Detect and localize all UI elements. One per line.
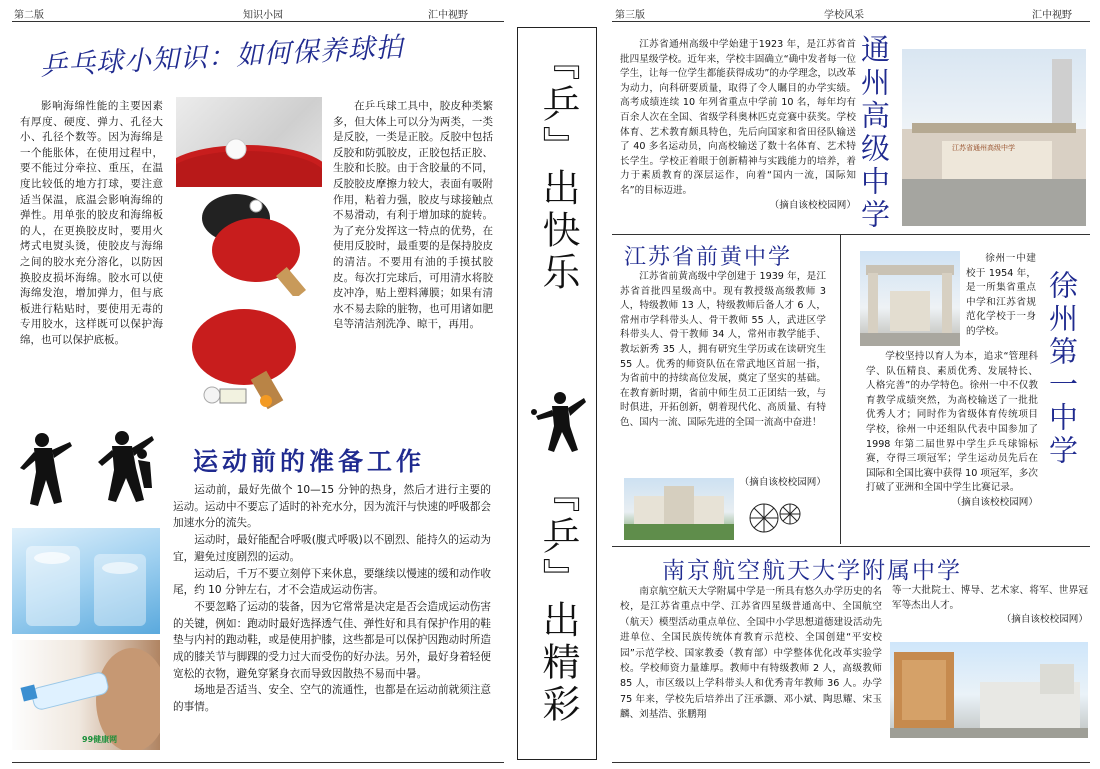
rule-middle-vertical — [840, 234, 841, 544]
banner-text-bottom: 『乒』出精彩 — [536, 474, 580, 726]
xuzhou-source: （摘自该校校园网） — [951, 496, 1038, 508]
qianhuang-title: 江苏省前黄中学 — [624, 245, 793, 270]
center-banner — [517, 27, 597, 760]
right-header-section: 学校风采 — [824, 10, 864, 21]
photo-drinking-water — [12, 640, 160, 750]
silhouette-players — [12, 428, 162, 512]
rule-xuzhou-bottom — [612, 546, 1090, 547]
tongzhou-text: 江苏省通州高级中学始建于1923 年，是江苏省首批四星级学校。近年来，学校丰固确立“确中发者每一位学生，让每一位学生都能获得成功”的办学理念，以改革为动力，向科研要质量，取得了令人瞩目的办学实绩。高考成绩连续 10 年列省重点中学前 10 名，每年均有百余人次在全国、省级学科奥林匹克竞赛中获奖。学校体育、艺术教育颇具特色，先后向国家和省田径队输送了 40 多名运动员，向高校输送了数十名体育、艺术特长学生。学校正着眼于创新精神与实践能力的培养，着力于素质教育的深层运作，向着“国内一流，国际知名”的目标迈进。 （摘自该校校园网） — [620, 38, 856, 213]
xuzhou-title: 徐州第一中学 — [1045, 270, 1079, 468]
banner-text-top: 『乒』出快乐 — [536, 42, 580, 294]
racket-ball-icon — [176, 97, 322, 187]
article2-title: 运动前的准备工作 — [193, 447, 426, 476]
photo-ball-racket — [176, 97, 322, 187]
tongzhou-source: （摘自该校校园网） — [769, 199, 856, 211]
qianhuang-text: 江苏省前黄高级中学创建于 1939 年，是江苏省首批四星级高中。现有教授级高级教师 3 人，特级教师 13 人，特级教师后备人才 6 人，常州市学科带头人、骨干教师 55 人，武进区学科带头人、骨干教师 34 人，常州市教学能手、教坛新秀 35 人，拥有研究生学历或在读研究生 55 人。优秀的师资队伍在常武地区首屈一指，为省前中的持续高位发展，奠定了坚实的基础。在教育新时期，省前中师生员工正团结一致，与时俱进，开拓创新，朝着现代化、高质量、有特色、国内一流、国际先进的全国一流高中奋进！ — [620, 271, 826, 428]
photo-two-rackets — [176, 188, 322, 296]
right-header-page: 第三版 — [615, 10, 645, 21]
nanhang-title: 南京航空航天大学附属中学 — [662, 558, 962, 584]
players-silhouette-icon — [12, 428, 162, 512]
rackets-icon — [176, 188, 322, 296]
nanhang-text2: 等一大批院士、博导、艺术家、将军、世界冠军等杰出人才。 （摘自该校校园网） — [892, 584, 1088, 628]
right-header-paper: 汇中视野 — [1032, 10, 1072, 21]
photo-water-glasses — [12, 528, 160, 634]
left-footer-rule — [12, 762, 504, 763]
banner-player-icon — [528, 390, 588, 460]
right-header-rule — [612, 21, 1090, 22]
nanhang-text: 南京航空航天大学附属中学是一所具有悠久办学历史的名校，是江苏省重点中学、江苏省四星级普通高中、全国航空（航天）模型活动重点单位、全国中小学思想道德建设活动先进单位、全国民族传统体育教育示范校、全国创建“平安校园”示范学校、国家教委（教育部）中学整体优化改革实验学校。学校师资力量雄厚。教师中有特级教师 2 人，高级教师 85 人，市区级以上学科带头人和优秀青年教师 36 人。办学 75 年来，学校先后培养出了汪承灏、邓小斌、陶思耀、宋玉麟、刘基浩、张鹏翔 — [620, 586, 882, 721]
left-header-rule — [12, 21, 504, 22]
school-gate-icon — [902, 49, 1086, 226]
tongzhou-sign: 江苏省通州高级中学 — [952, 144, 1015, 152]
article1-col1: 影响海绵性能的主要因素有厚度、硬度、弹力、孔径大小、孔径个数等。因为海绵是一个能胀体，在使用过程中，要不能过分牵拉、重压，在温度比较低的地方打球，要注意适当保温，底温会影响海绵的弹性。用单张的胶皮和海绵板的人，在更换胶皮时，要用火烤式电熨头烫，使胶皮与海绵之间的胶水充分溶化，以防因换胶皮损坏海绵。胶水可以使海绵发泡，增加弹力，但与底板进行粘贴时，要使用无毒的专用胶水，这样既可以保护海绵，也可以保护底板。 — [20, 100, 163, 346]
fireworks-icon — [744, 494, 808, 538]
photo-nanhang — [890, 642, 1088, 738]
xuzhou-text: 学校坚持以育人为本，追求“管理科学、队伍精良、素质优秀、发展特长、人格完善”的办学特色。徐州一中不仅教育教学成绩突然，为高校输送了一批批优秀人才；同时作为省级体育传统项目学校，徐州一中还组队代表中国参加了 1998 年第二届世界中学生乒乓球锦标赛，夺得三项冠军；学生运动员先后在国际和全国比赛中获得 10 项冠军，多次打破了亚洲和全国中学生比赛记录。 （摘自该校校园网） — [866, 350, 1038, 511]
article2-body: 运动前，最好先做个 10—15 分钟的热身，然后才进行主要的运动。运动中不要忘了适时的补充水分，因为流汗与快速的呼吸都会加速水分的流失。 运动时，最好能配合呼吸(腹式呼吸)以不剧烈、能持久的运动为宜，避免过度剧烈的运动。 运动后，千万不要立刻停下来休息，要继续以慢速的缓和动作收尾，约 10 分钟左右，才不会造成运动伤害。 不要忽略了运动的装备，因为它常常是决定是否会造成运动伤害的关键，例如：跑动时最好选择透气佳、弹性好和具有保护作用的鞋垫与内衬的跑动鞋，或是使用护膝，这些都是可以保护因跑动时所造成的膝关节与脚踝的受力过大而受伤的好办法。另外，最好身着轻便宽松的衣物，避免穿紧身衣而导致因散热不易而中暑。 场地是否适当、安全、空气的流通性，也都是在运动前就须注意的事情。 — [173, 484, 491, 714]
left-header-paper: 汇中视野 — [428, 10, 468, 21]
photo-racket-balls — [176, 305, 322, 413]
rule-tongzhou-bottom — [612, 234, 1090, 235]
left-header-section: 知识小园 — [243, 10, 283, 21]
racket-balls-icon — [176, 305, 322, 413]
left-header-page: 第二版 — [14, 10, 44, 21]
nanhang-building-icon — [890, 642, 1088, 738]
xuzhou-gate-icon — [860, 251, 960, 346]
water-glass-icon — [12, 528, 160, 634]
nanhang-source: （摘自该校校园网） — [1001, 614, 1088, 626]
qianhuang-source: （摘自该校校园网） — [739, 477, 826, 488]
right-footer-rule — [612, 762, 1090, 763]
water-logo: 99健康网 — [82, 735, 118, 744]
article1-title: 乒乓球小知识：如何保养球拍 — [39, 31, 405, 82]
article1-col2: 在乒乓球工具中，胶皮种类繁多，但大体上可以分为两类，一类是反胶，一类是正胶。反胶中包括反胶和防弧胶皮，正胶包括正胶、生胶和长胶。由于含胶量的不同，反胶胶皮摩擦力较大，表面有吸附作用，粘着力强，胶皮与球接触点不易滑动，有利于增加球的旋转。为了充分发挥这一特点的优势，在使用反胶时，最重要的是保持胶皮的清洁。不要用有油的手摸拭胶皮。每次打完球后，可用清水将胶皮冲净，贴上塑料薄膜；如果有清水不易去除的脏物，也可用诸如肥皂等清洁剂洗净、晾干，再用。 — [333, 100, 493, 331]
photo-tongzhou-gate — [902, 49, 1086, 226]
photo-xuzhou-gate — [860, 251, 960, 346]
xuzhou-text-top: 徐州一中建校于 1954 年，是一所集省重点中学和江苏省规范化学校于一身的学校。 — [966, 253, 1036, 337]
tongzhou-title: 通州高级中学 — [857, 34, 891, 232]
